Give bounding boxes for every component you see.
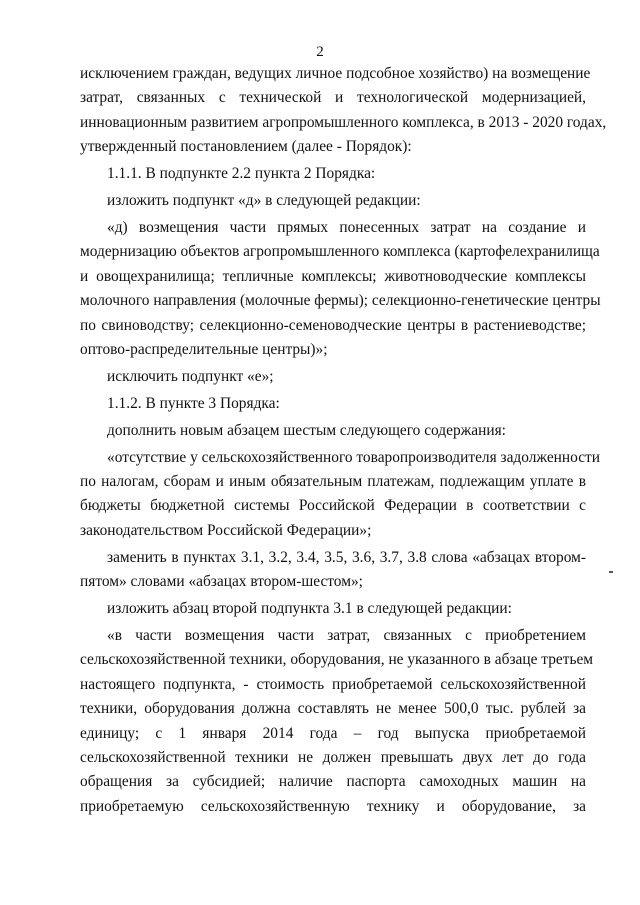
text-line: оптово-распределительные центры)»; (80, 340, 328, 358)
text-line: обращения за субсидией; наличие паспорта самоходных машин на (80, 773, 586, 791)
paragraph-amend-d (80, 189, 586, 213)
paragraph-clause-1-1-2 (80, 392, 586, 416)
document-body (80, 62, 607, 819)
text-line: «д) возмещения части прямых понесенных затрат на создание и (107, 218, 586, 236)
text-line: изложить абзац второй подпункта 3.1 в следующей редакции: (107, 600, 512, 618)
paragraph-clause-1-1-1 (80, 162, 586, 186)
text-line: единицу; с 1 января 2014 года – год выпуска приобретаемой (80, 724, 586, 742)
scan-artifact (609, 571, 613, 573)
text-line: дополнить новым абзацем шестым следующего содержания: (107, 421, 506, 439)
text-line: по свиноводству; селекционно-семеноводческие центры в растениеводстве; (80, 316, 586, 334)
text-line: исключить подпункт «е»; (107, 367, 274, 385)
text-line: модернизацию объектов агропромышленного комплекса (картофелехранилища (80, 243, 600, 261)
text-line: молочного направления (молочные фермы); селекционно-генетические центры (80, 292, 601, 310)
paragraph-amend-3-1 (80, 597, 586, 621)
text-line: 1.1.1. В подпункте 2.2 пункта 2 Порядка: (107, 165, 376, 183)
page-number: 2 (316, 44, 324, 60)
text-line: и овощехранилища; тепличные комплексы; животноводческие комплексы (80, 267, 586, 285)
text-line: затрат, связанных с технической и технологической модернизацией, (80, 89, 586, 107)
paragraph-equipment-text (80, 624, 594, 819)
text-line: исключением граждан, ведущих личное подсобное хозяйство) на возмещение (80, 65, 591, 82)
text-line: «отсутствие у сельскохозяйственного товаропроизводителя задолженности (107, 448, 601, 466)
text-line: приобретаемую сельскохозяйственную технику и оборудование, за (80, 797, 586, 815)
paragraph-subclause-d-text (80, 216, 601, 362)
paragraph-replace-words (80, 546, 586, 595)
text-line: по налогам, сборам и иным обязательным платежам, подлежащим уплате в (80, 473, 586, 490)
paragraph-order-intro (80, 62, 607, 160)
paragraph-remove-e (80, 365, 586, 389)
text-line: законодательством Российской Федерации»; (80, 521, 372, 539)
text-line: изложить подпункт «д» в следующей редакции: (107, 192, 421, 210)
text-line: «в части возмещения части затрат, связанных с приобретением (107, 626, 586, 644)
text-line: пятом» словами «абзацах втором-шестом»; (80, 573, 363, 591)
text-line: техники, оборудования должна составлять не менее 500,0 тыс. рублей за (80, 700, 586, 718)
text-line: 1.1.2. В пункте 3 Порядка: (107, 394, 280, 412)
paragraph-add-sixth (80, 419, 586, 443)
text-line: настоящего подпункта, - стоимость приобретаемой сельскохозяйственной (80, 675, 586, 693)
text-line: бюджеты бюджетной системы Российской Федерации в соответствии с (80, 497, 586, 515)
paragraph-no-debt-text (80, 446, 601, 544)
text-line: сельскохозяйственной техники, оборудования, не указанного в абзаце третьем (80, 651, 594, 669)
text-line: утвержденный постановлением (далее - Порядок): (80, 138, 412, 156)
text-line: заменить в пунктах 3.1, 3.2, 3.4, 3.5, 3.6, 3.7, 3.8 слова «абзацах втором- (107, 548, 586, 566)
text-line: сельскохозяйственной техники не должен превышать двух лет до года (80, 748, 586, 766)
text-line: инновационным развитием агропромышленного комплекса, в 2013 - 2020 годах, (80, 113, 607, 131)
